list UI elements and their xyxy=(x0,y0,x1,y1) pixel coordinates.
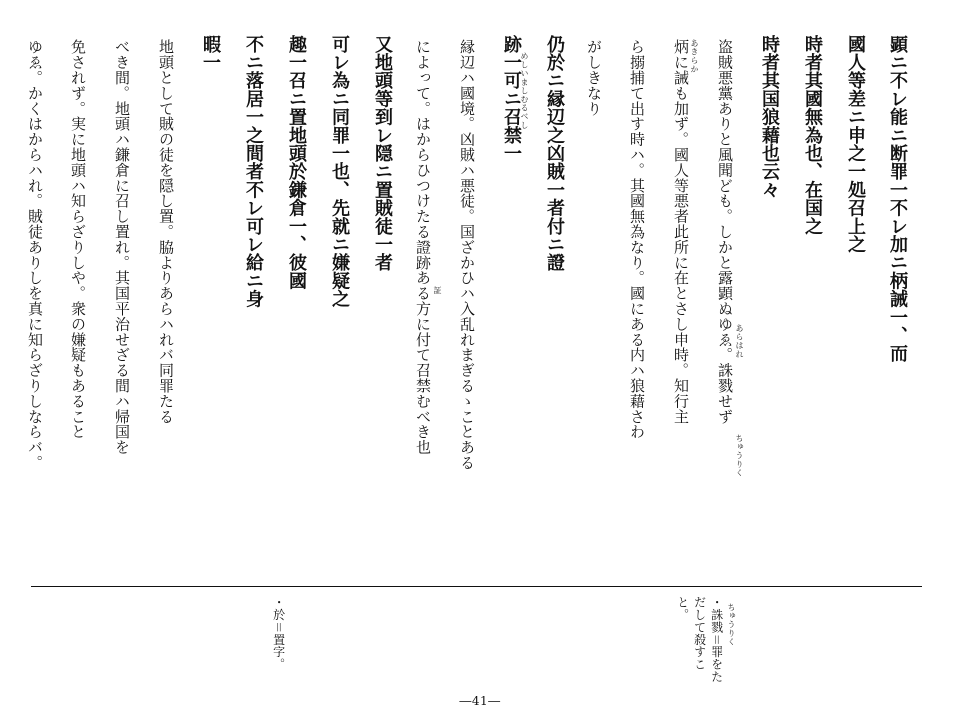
ruby-arawaru: あらはれ xyxy=(735,324,744,359)
page-number: ―41― xyxy=(459,694,501,708)
main-text-line-18: 地頭として賊の徒を隠し置。脇よりあらハれバ同罪たる xyxy=(157,39,175,424)
main-text-line-12: によって。はからひつけたる證跡ある方に付て召禁むべき也 xyxy=(414,39,432,455)
main-text-line-15: 趣一召ニ置地頭於鎌倉一、彼國 xyxy=(286,35,307,290)
ruby-shou: 証 xyxy=(433,286,442,295)
main-text-line-19: べき間。地頭ハ鎌倉に召し置れ。其国平治せざる間ハ帰国を xyxy=(113,39,131,455)
main-text-line-11: 縁辺ハ國境。凶賊ハ悪徒。国ざかひハ入乱れまぎるゝことある xyxy=(458,39,476,471)
footnote-chuuriku-line-3: と。 xyxy=(675,596,690,621)
main-text-line-8: がしきなり xyxy=(585,39,603,116)
main-text-line-21: ゆゑ。かくはからハれ。賊徒ありしを真に知らざりしならバ。 xyxy=(26,39,44,471)
main-text-line-5: 盗賊悪黨ありと風聞ども。しかと露顕ぬゆゑ。誅戮せず xyxy=(716,39,734,424)
main-text-line-3: 時者其國無為也、在国之 xyxy=(802,35,823,236)
main-text-line-10: 跡一可ニ召禁一 xyxy=(501,35,522,163)
ruby-meshiimashimu: めしいましむるべし xyxy=(520,52,529,130)
main-text-line-20: 免されず。実に地頭ハ知らざりしや。衆の嫌疑もあること xyxy=(69,39,87,440)
main-text-line-9: 仍於ニ縁辺之凶賊一者付ニ證 xyxy=(544,35,565,272)
footnote-oite: ・於＝置字。 xyxy=(271,596,286,671)
footnote-divider xyxy=(31,586,922,587)
ruby-akiraka: あきらか xyxy=(690,39,699,74)
main-text-line-16: 不ニ落居一之間者不レ可レ給ニ身 xyxy=(243,35,264,308)
main-text-line-6: 炳に誡も加ず。國人等悪者此所に在とさし申時。知行主 xyxy=(672,39,690,424)
main-text-line-7: ら搦捕て出す時ハ。其國無為なり。國にある内ハ狼藉さわ xyxy=(628,39,646,440)
ruby-chuuriku: ちゅうりく xyxy=(735,434,744,477)
main-text-line-4: 時者其国狼藉也云々 xyxy=(759,35,780,199)
main-text-line-17: 暇一 xyxy=(200,35,221,72)
main-text-line-14: 可レ為ニ同罪一也、先就ニ嫌疑之 xyxy=(329,35,350,308)
footnote-chuuriku-line-1: ・誅戮＝罪をた xyxy=(709,596,724,683)
footnote-chuuriku-line-2: だして殺すこ xyxy=(692,596,707,671)
main-text-line-2: 國人等差ニ申之一処召上之 xyxy=(845,35,866,254)
footnote-reading-chuuriku: ちゅうりく xyxy=(727,603,736,646)
main-text-line-13: 又地頭等到レ隠ニ置賊徒一者 xyxy=(372,35,393,272)
main-text-line-1: 顕ニ不レ能ニ断罪一不レ加ニ柄誡一、而 xyxy=(887,35,908,363)
